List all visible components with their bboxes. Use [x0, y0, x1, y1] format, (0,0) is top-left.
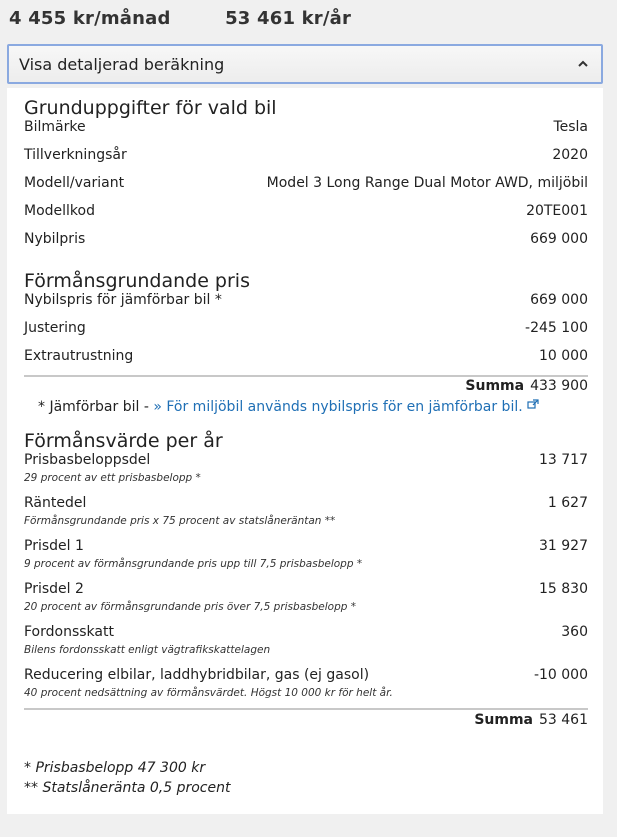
chevron-up-icon — [577, 58, 589, 70]
row-label: Tillverkningsår — [24, 147, 127, 163]
details-toggle-label: Visa detaljerad beräkning — [19, 54, 225, 74]
benefit-row-reduction — [24, 667, 588, 689]
row-subtext: 20 procent av förmånsgrundande pris över 7,5 prisbasbelopp * — [24, 601, 356, 613]
row-subtext: 40 procent nedsättning av förmånsvärdet. Högst 10 000 kr för helt år. — [24, 687, 393, 699]
note-prefix: * Jämförbar bil - — [38, 399, 149, 415]
row-subtext: 9 procent av förmånsgrundande pris upp till 7,5 prisbasbelopp * — [24, 558, 363, 570]
details-panel — [7, 88, 603, 814]
basics-row-year — [24, 147, 588, 169]
benefit-row-price-part-2 — [24, 581, 588, 603]
row-label: Reducering elbilar, laddhybridbilar, gas (ej gasol) — [24, 667, 370, 683]
row-subtext: Förmånsgrundande pris x 75 procent av statslåneräntan ** — [24, 515, 336, 527]
comparable-car-note — [38, 399, 539, 415]
basics-row-model-code — [24, 203, 588, 225]
row-value: 1 627 — [547, 495, 588, 511]
basics-row-new-price — [24, 231, 588, 253]
divider — [24, 708, 588, 710]
row-subtext: Bilens fordonsskatt enligt vägtrafikskattelagen — [24, 644, 271, 656]
row-value: 669 000 — [530, 292, 588, 308]
row-label: Extrautrustning — [24, 348, 134, 364]
row-value: 2020 — [552, 147, 588, 163]
row-value: Model 3 Long Range Dual Motor AWD, miljöbil — [266, 175, 588, 191]
price-row-adjustment — [24, 320, 588, 342]
sum-value: 433 900 — [530, 378, 588, 394]
benefit-row-base-amount — [24, 452, 588, 474]
row-value: Tesla — [553, 119, 588, 135]
row-value: -245 100 — [525, 320, 588, 336]
price-row-extras — [24, 348, 588, 370]
row-value: 10 000 — [539, 348, 588, 364]
row-value: 20TE001 — [526, 203, 588, 219]
row-value: 669 000 — [530, 231, 588, 247]
row-value: 31 927 — [539, 538, 588, 554]
section-title-price: Förmånsgrundande pris — [24, 270, 250, 292]
section-title-benefit: Förmånsvärde per år — [24, 430, 223, 452]
footnote-base-amount: * Prisbasbelopp 47 300 kr — [24, 760, 206, 776]
basics-row-model — [24, 175, 588, 197]
row-value: 360 — [561, 624, 588, 640]
row-label: Justering — [24, 320, 86, 336]
monthly-cost: 4 455 kr/månad — [9, 8, 171, 29]
benefit-row-vehicle-tax — [24, 624, 588, 646]
comparable-car-link[interactable]: » För miljöbil används nybilspris för en jämförbar bil. — [153, 399, 523, 415]
sum-label: Summa — [474, 712, 533, 728]
external-link-icon[interactable] — [527, 399, 539, 409]
details-toggle-button[interactable] — [7, 44, 603, 84]
yearly-cost: 53 461 kr/år — [225, 8, 352, 29]
row-label: Räntedel — [24, 495, 87, 511]
row-label: Modellkod — [24, 203, 95, 219]
row-label: Prisdel 1 — [24, 538, 84, 554]
row-label: Nybilspris för jämförbar bil * — [24, 292, 222, 308]
row-subtext: 29 procent av ett prisbasbelopp * — [24, 472, 201, 484]
row-label: Prisdel 2 — [24, 581, 84, 597]
price-row-comparable — [24, 292, 588, 314]
sum-label: Summa — [465, 378, 525, 394]
benefit-row-price-part-1 — [24, 538, 588, 560]
summary-bar — [9, 8, 399, 29]
row-value: 15 830 — [539, 581, 588, 597]
row-label: Modell/variant — [24, 175, 125, 191]
row-value: 13 717 — [539, 452, 588, 468]
row-label: Nybilpris — [24, 231, 86, 247]
basics-row-make — [24, 119, 588, 141]
benefit-sum — [474, 712, 588, 728]
row-label: Fordonsskatt — [24, 624, 114, 640]
benefit-row-interest — [24, 495, 588, 517]
price-sum — [465, 378, 588, 394]
footnote-interest-rate: ** Statslåneränta 0,5 procent — [24, 780, 231, 796]
divider — [24, 375, 588, 377]
row-label: Prisbasbeloppsdel — [24, 452, 151, 468]
sum-value: 53 461 — [539, 712, 588, 728]
row-value: -10 000 — [533, 667, 588, 683]
row-label: Bilmärke — [24, 119, 86, 135]
section-title-basics: Grunduppgifter för vald bil — [24, 97, 277, 119]
